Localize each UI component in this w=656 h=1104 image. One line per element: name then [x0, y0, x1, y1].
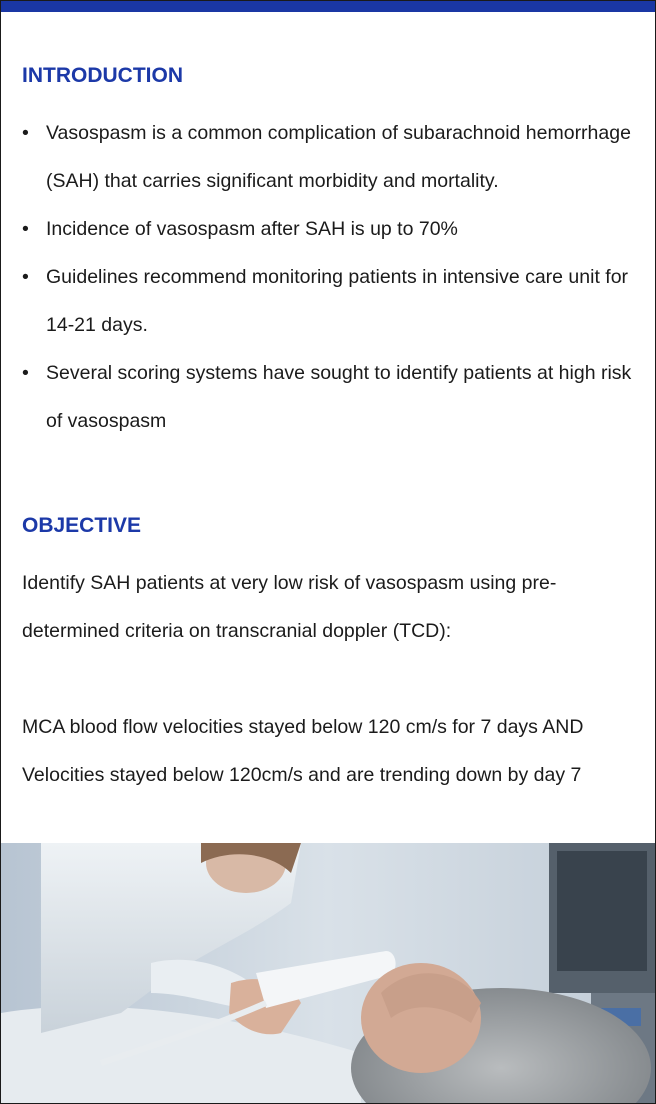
introduction-heading: INTRODUCTION — [22, 64, 183, 87]
bullet-icon: • — [22, 362, 29, 384]
objective-text: Identify SAH patients at very low risk of vasospasm using pre-determined criteria on transcranial doppler (TCD): — [22, 572, 557, 642]
introduction-list — [22, 109, 632, 445]
bullet-icon: • — [22, 266, 29, 288]
list-item-text: Several scoring systems have sought to identify patients at high risk of vasospasm — [46, 362, 632, 432]
list-item-text: Guidelines recommend monitoring patients in intensive care unit for 14-21 days. — [46, 266, 629, 336]
criteria-line-2: Velocities stayed below 120cm/s and are trending down by day 7 — [22, 764, 582, 786]
criteria-line-1: MCA blood flow velocities stayed below 120 cm/s for 7 days AND — [22, 716, 584, 738]
list-item — [22, 205, 632, 253]
panel-content — [22, 61, 632, 799]
bullet-icon: • — [22, 122, 29, 144]
list-item-text: Incidence of vasospasm after SAH is up to 70% — [46, 218, 458, 240]
list-item — [22, 109, 632, 205]
list-item — [22, 349, 632, 445]
photo-illustration — [1, 843, 655, 1103]
top-accent-bar — [1, 1, 655, 12]
objective-heading: OBJECTIVE — [22, 514, 142, 537]
list-item-text: Vasospasm is a common complication of subarachnoid hemorrhage (SAH) that carries significant morbidity and mortality. — [46, 122, 631, 192]
bullet-icon: • — [22, 218, 29, 240]
list-item — [22, 253, 632, 349]
tcd-exam-photo — [1, 843, 655, 1103]
